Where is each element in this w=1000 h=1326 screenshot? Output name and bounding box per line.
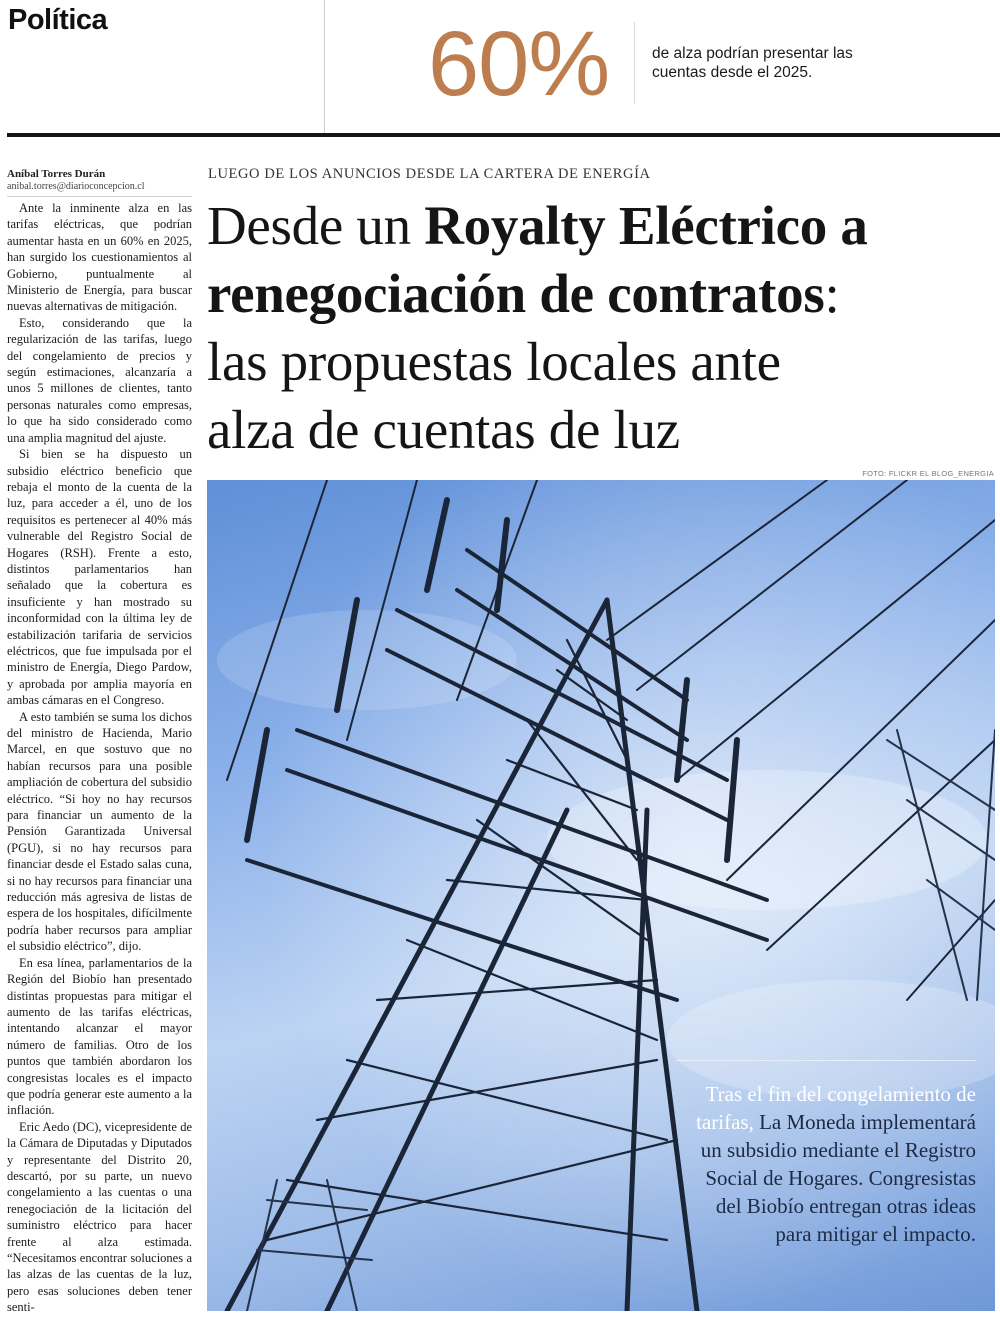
headline-bold: renegociación de contratos <box>207 263 825 324</box>
header-rule <box>7 133 1000 137</box>
header-divider <box>324 0 325 133</box>
stat-divider <box>634 22 635 104</box>
caption-highlight: Tras el fin del congelamiento de tarifas, <box>696 1082 976 1134</box>
caption-rule <box>676 1060 976 1061</box>
headline <box>207 192 997 464</box>
byline <box>7 168 192 197</box>
headline-bold: Royalty Eléctrico a <box>424 195 868 256</box>
paragraph: Esto, considerando que la regularización de las tarifas, luego del congelamiento de precios y según estimaciones, alcanzaría a unos 5 millones de clientes, tanto personas naturales como empresas, lo que ha sido considerado como una amplia magnitud del ajuste. <box>7 315 192 445</box>
headline-light: : <box>824 263 840 324</box>
paragraph: A esto también se suma los dichos del ministro de Hacienda, Mario Marcel, en que sostuvo que no habían recursos para una posible ampliación de cobertura del subsidio eléctrico. “Si hoy no hay recursos para financiar un aumento de la Pensión Garantizada Universal (PGU), si no hay recursos para financiar desde el Estado salas cuna, si no hay recursos para financiar una reducción más agresiva de listas de espera de los hospitales, difícilmente podría haber recursos para ampliar el subsidio eléctrico”, dijo. <box>7 709 192 954</box>
author-name: Aníbal Torres Durán <box>7 168 106 180</box>
stat-text: de alza podrían presentar las cuentas desde el 2025. <box>652 45 853 81</box>
page-header <box>0 0 1000 135</box>
article-body <box>7 200 192 1326</box>
headline-light: Desde un <box>207 195 425 256</box>
headline-line <box>207 260 997 328</box>
paragraph: Si bien se ha dispuesto un subsidio eléctrico beneficio que rebaja el monto de la cuenta de la luz, para acceder a él, uno de los requisitos es pertenecer al 40% más vulnerable del Registro Social de Hogares (RSH). Frente a esto, distintos parlamentarios han señalado que la cobertura es insuficiente y han mostrado su inconformidad con la última ley de estabilización tarifaria de servicios eléctricos, que fue impulsada por el ministro de Energía, Diego Pardow, y aprobada por amplia mayoría en ambas cámaras en el Congreso. <box>7 447 192 708</box>
author-email: anibal.torres@diarioconcepcion.cl <box>7 181 192 197</box>
photo-credit: FOTO: FLICKR EL BLOG_ENERGIA <box>862 469 994 478</box>
headline-line: alza de cuentas de luz <box>207 399 680 460</box>
kicker: LUEGO DE LOS ANUNCIOS DESDE LA CARTERA DE ENERGÍA <box>208 166 651 182</box>
section-title: Política <box>8 4 108 36</box>
caption-text: La Moneda implementará un subsidio mediante el Registro Social de Hogares. Congresistas del Biobío entregan otras ideas para mitigar el impacto. <box>700 1110 976 1246</box>
paragraph: Eric Aedo (DC), vicepresidente de la Cámara de Diputadas y Diputados y representante del Distrito 20, descartó, por su parte, un nuevo congelamiento a las cuentas o una renegociación de la licitación del suministro eléctrico para hacer frente al alza estimada. “Necesitamos encontrar soluciones a las alzas de las cuentas de la luz, pero esas soluciones deben tener senti- <box>7 1119 192 1315</box>
headline-line: las propuestas locales ante <box>207 331 781 392</box>
stat-value: 60% <box>428 13 610 115</box>
headline-line <box>207 192 997 260</box>
photo-caption <box>676 1080 976 1248</box>
paragraph: En esa línea, parlamentarios de la Región del Biobío han presentado distintas propuestas para mitigar el aumento de las tarifas eléctricas, intentando alcanzar el mayor número de familias. Otro de los puntos que también abordaron los congresistas locales es el impacto que podría generar este aumento a la inflación. <box>7 955 192 1118</box>
paragraph: Ante la inminente alza en las tarifas eléctricas, que podrían aumentar hasta en un 60% en 2025, han surgido los cuestionamientos al Gobierno, puntualmente al Ministerio de Energía, para buscar nuevas alternativas de mitigación. <box>7 201 192 314</box>
